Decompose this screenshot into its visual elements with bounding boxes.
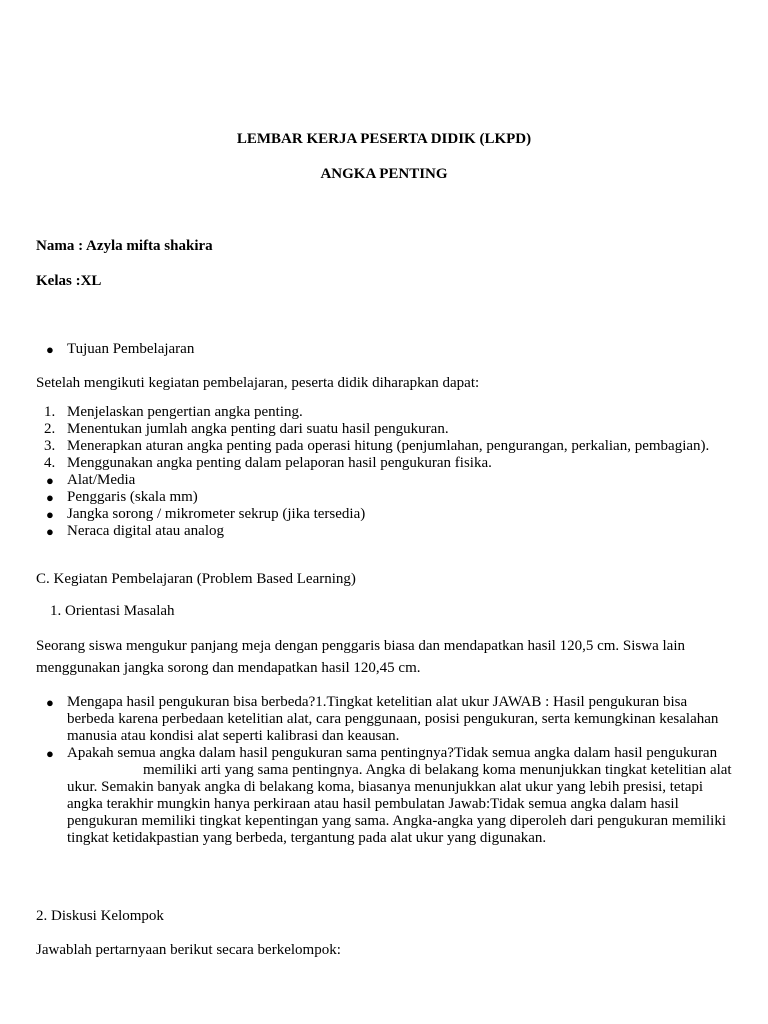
- list-item: [36, 745, 736, 847]
- document-title: LEMBAR KERJA PESERTA DIDIK (LKPD): [236, 131, 532, 147]
- problem-paragraph: Seorang siswa mengukur panjang meja dengan penggaris biasa dan mendapatkan hasil 120,5 cm. Siswa lain menggunakan jangka sorong dan mendapatkan hasil 120,45 cm.: [36, 638, 685, 676]
- question-2-part-a: Apakah semua angka dalam hasil pengukuran sama pentingnya?Tidak semua angka dalam hasil pengukuran: [67, 745, 718, 761]
- list-item: [36, 341, 736, 358]
- student-class: Kelas :XL: [36, 273, 102, 289]
- list-number: 3.: [44, 438, 56, 454]
- list-item: [36, 694, 736, 745]
- document-subtitle: ANGKA PENTING: [320, 166, 448, 182]
- goals-heading-list: [36, 341, 736, 358]
- orientation-heading: 1. Orientasi Masalah: [50, 603, 175, 619]
- media-item: Neraca digital atau analog: [67, 523, 225, 539]
- list-number: 4.: [44, 455, 56, 471]
- discussion-heading: 2. Diskusi Kelompok: [36, 908, 164, 924]
- activity-heading: C. Kegiatan Pembelajaran (Problem Based Learning): [36, 571, 356, 587]
- list-item: [36, 523, 736, 540]
- question-2-part-b: memiliki arti yang sama pentingnya. Angka di belakang koma menunjukkan tingkat ketelitian alat ukur. Semakin banyak angka di belakang koma, biasanya menunjukkan alat ukur yang lebih presisi, tetapi angka terakhir mungkin hanya perkiraan atau hasil pembulatan Jawab:Tidak semua angka dalam hasil pengukuran memiliki tingkat kepentingan yang sama. Angka-angka yang diperoleh dari pengukuran memiliki tingkat ketidakpastian yang berbeda, tergantung pada alat ukur yang digunakan.: [67, 762, 732, 846]
- list-number: 1.: [44, 404, 56, 420]
- bullet-icon: ●: [46, 473, 54, 488]
- student-name: Nama : Azyla mifta shakira: [36, 238, 213, 254]
- list-item: [36, 472, 736, 489]
- bullet-icon: ●: [46, 746, 54, 761]
- goals-heading: Tujuan Pembelajaran: [67, 341, 195, 357]
- bullet-icon: ●: [46, 342, 54, 357]
- goals-list: [36, 404, 736, 540]
- questions-list: [36, 694, 736, 847]
- question-1: Mengapa hasil pengukuran bisa berbeda?1.Tingkat ketelitian alat ukur JAWAB : Hasil pengukuran bisa berbeda karena perbedaan ketelitian alat, cara penggunaan, posisi pengukuran, serta kemungkinan kesalahan manusia atau kondisi alat seperti kalibrasi dan keausan.: [67, 694, 719, 744]
- bullet-icon: ●: [46, 695, 54, 710]
- list-item: [36, 438, 736, 455]
- goals-intro: Setelah mengikuti kegiatan pembelajaran, peserta didik diharapkan dapat:: [36, 375, 480, 391]
- bullet-icon: ●: [46, 524, 54, 539]
- discussion-intro: Jawablah pertarnyaan berikut secara berkelompok:: [36, 942, 341, 958]
- list-item: [36, 421, 736, 438]
- goal-text: Menggunakan angka penting dalam pelaporan hasil pengukuran fisika.: [67, 455, 492, 471]
- media-item: Penggaris (skala mm): [67, 489, 198, 505]
- bullet-icon: ●: [46, 490, 54, 505]
- list-item: [36, 489, 736, 506]
- list-item: [36, 455, 736, 472]
- list-number: 2.: [44, 421, 56, 437]
- list-item: [36, 506, 736, 523]
- media-item: Alat/Media: [67, 472, 136, 488]
- list-item: [36, 404, 736, 421]
- bullet-icon: ●: [46, 507, 54, 522]
- goal-text: Menentukan jumlah angka penting dari suatu hasil pengukuran.: [67, 421, 449, 437]
- goal-text: Menjelaskan pengertian angka penting.: [67, 404, 303, 420]
- media-item: Jangka sorong / mikrometer sekrup (jika tersedia): [67, 506, 366, 522]
- goal-text: Menerapkan aturan angka penting pada operasi hitung (penjumlahan, pengurangan, perkalian, pembagian).: [67, 438, 710, 454]
